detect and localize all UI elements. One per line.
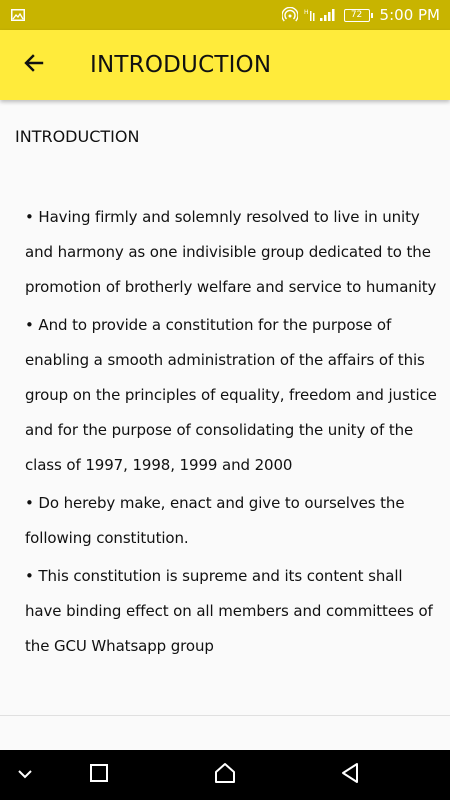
hide-nav-button[interactable]: [0, 750, 50, 800]
recents-icon: [89, 763, 109, 788]
navigation-bar: [0, 750, 450, 800]
arrow-back-icon: [22, 51, 46, 80]
app-bar: [0, 30, 450, 100]
recents-button[interactable]: [74, 750, 124, 800]
chevron-down-icon: [17, 766, 33, 784]
bullet-item: • Do hereby make, enact and give to ourselves the following constitution.: [25, 494, 405, 547]
status-clock: 5:00 PM: [379, 6, 440, 24]
bullet-item: • This constitution is supreme and its content shall have binding effect on all members and committees of the GCU Whatsapp group: [25, 567, 433, 655]
gallery-icon: [11, 8, 25, 20]
back-nav-button[interactable]: [325, 750, 375, 800]
divider: [0, 715, 450, 716]
home-icon: [213, 762, 237, 789]
page-title: INTRODUCTION: [90, 52, 272, 78]
content-area[interactable]: [0, 100, 450, 750]
hotspot-icon: [282, 7, 298, 23]
back-button[interactable]: [14, 47, 54, 83]
bullet-item: • Having firmly and solemnly resolved to live in unity and harmony as one indivisible group dedicated to the promotion of brotherly welfare and service to humanity: [25, 208, 437, 296]
section-heading: INTRODUCTION: [15, 127, 140, 146]
home-button[interactable]: [200, 750, 250, 800]
status-icons: [282, 0, 440, 30]
svg-text:H: H: [303, 9, 309, 16]
back-triangle-icon: [340, 762, 360, 789]
battery-icon: 72: [344, 9, 370, 22]
status-bar: [0, 0, 450, 30]
bullet-list: [25, 200, 443, 667]
signal-icon: [304, 7, 338, 23]
bullet-item: • And to provide a constitution for the purpose of enabling a smooth administration of the affairs of this group on the principles of equality, freedom and justice and for the purpose of consolidating the unity of the class of 1997, 1998, 1999 and 2000: [25, 316, 437, 474]
